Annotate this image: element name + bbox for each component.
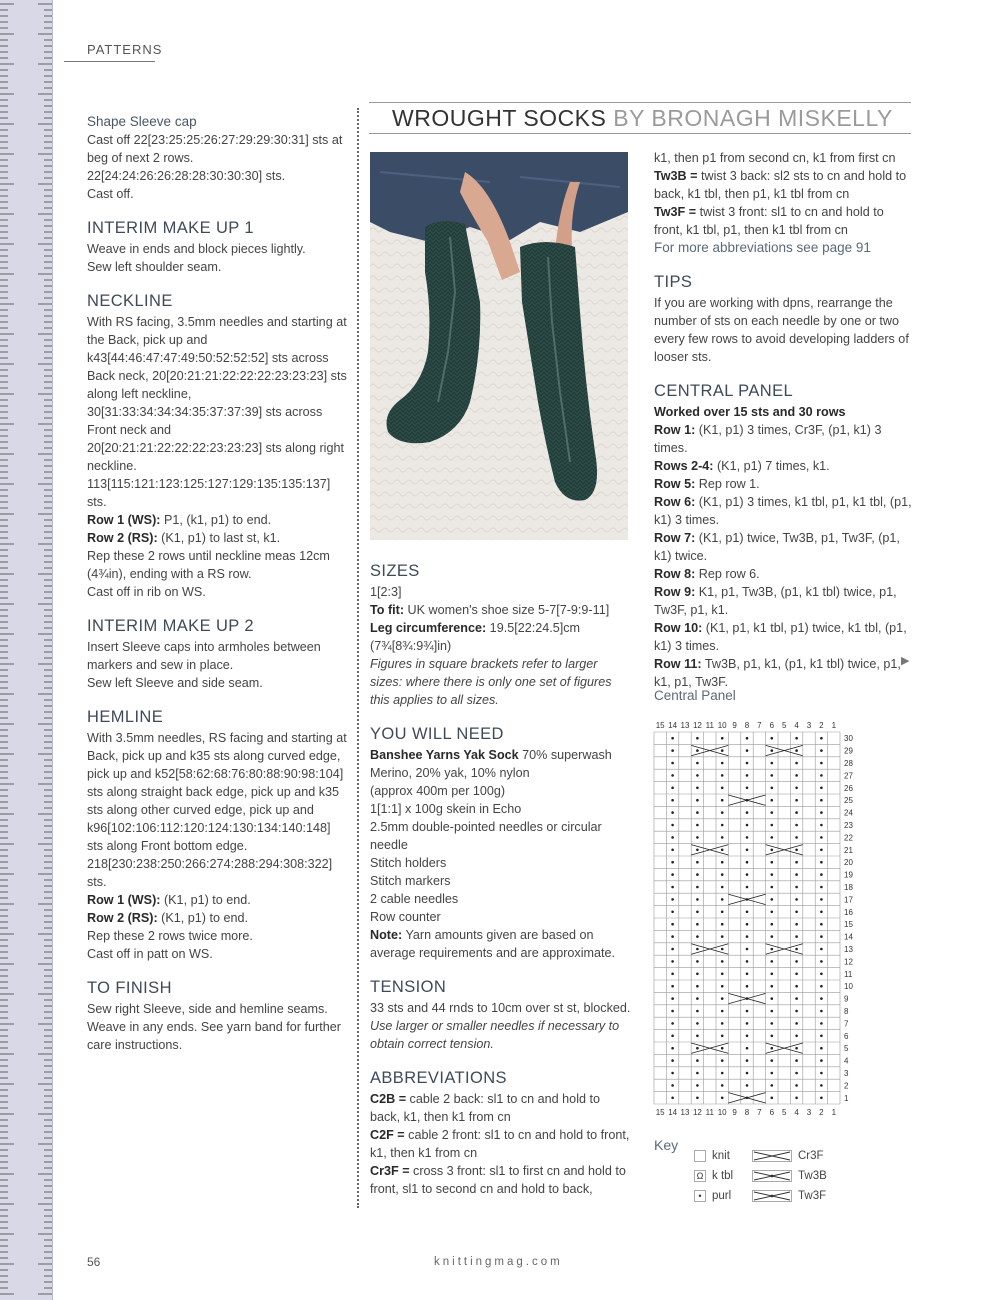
chart-grid	[652, 716, 862, 1120]
instruction-text: (K1, p1) twice, Tw3B, p1, Tw3F, (p1, k1) twice.	[654, 531, 900, 563]
page-reference: For more abbreviations see page 91	[654, 240, 871, 255]
instruction-label: Row 10:	[654, 621, 703, 635]
instruction-text: (K1, p1, k1 tbl, p1) twice, k1 tbl, (p1, k1) 3 times.	[654, 621, 907, 653]
instruction-label: Tw3B =	[654, 169, 698, 183]
body-text: If you are working with dpns, rearrange the number of sts on each needle by one or two every few rows to avoid developing ladders of looser sts.	[654, 296, 909, 364]
chart-column-label: 6	[769, 721, 775, 730]
instruction-label: Cr3F =	[370, 1164, 410, 1178]
instruction-line	[654, 493, 914, 529]
note-text: Figures in square brackets refer to larger sizes: where there is only one set of figures this applies to all sizes.	[370, 657, 612, 707]
sub-heading: Shape Sleeve cap	[87, 114, 197, 129]
chart-row-label: 4	[844, 1056, 849, 1066]
footer-url: knittingmag.com	[434, 1256, 563, 1268]
instruction-text: 70% superwash Merino, 20% yak, 10% nylon	[370, 748, 612, 780]
instruction-line	[370, 1162, 632, 1198]
body-text: Stitch markers	[370, 874, 451, 888]
chart-column-label: 3	[806, 1108, 812, 1117]
instruction-line	[370, 1126, 632, 1162]
chart-column-label: 6	[769, 1108, 775, 1117]
body-text: Cast off.	[87, 187, 134, 201]
body-text: 2 cable needles	[370, 892, 459, 906]
instruction-line	[654, 475, 914, 493]
instruction-line	[87, 529, 349, 547]
chart-column-label: 4	[794, 721, 799, 730]
body-text: Row counter	[370, 910, 441, 924]
chart-column-label: 11	[705, 721, 714, 730]
section-heading: TENSION	[370, 978, 447, 996]
key-title: Key	[654, 1137, 679, 1153]
chart-column-label: 5	[781, 1108, 787, 1117]
instruction-text: (K1, p1) to end.	[160, 893, 251, 907]
section-heading: NECKLINE	[87, 292, 173, 310]
chart-row-label: 2	[844, 1081, 849, 1091]
chart-row-label: 1	[844, 1093, 849, 1103]
chart-column-label: 12	[692, 1108, 702, 1117]
body-text: With RS facing, 3.5mm needles and starting at the Back, pick up and k43[44:46:47:47:49:50:52:52:52] sts across Back neck, 20[20:21:21:22:22:22:23:23:23] sts along left neckline, 30[31:33:34:34:34:35:37:37:39] sts across Front neck and 20[20:21:21:22:22:22:23:23:23] sts along right neckline.	[87, 315, 347, 473]
chart-column-label: 9	[732, 721, 737, 730]
title-rule-bottom	[369, 133, 911, 134]
body-text: Rep these 2 rows twice more.	[87, 929, 253, 943]
chart-row-label: 9	[844, 994, 849, 1004]
chart-column-label: 2	[819, 721, 824, 730]
purl-symbol-icon: •	[694, 1190, 706, 1202]
section-heading: TIPS	[654, 273, 693, 291]
chart-column-label: 15	[655, 721, 665, 730]
chart-row-label: 20	[844, 858, 853, 868]
instruction-line	[654, 655, 914, 691]
bold-text: Worked over 15 sts and 30 rows	[654, 405, 846, 419]
body-text: k1, then p1 from second cn, k1 from first cn	[654, 151, 896, 165]
chart-row-label: 7	[844, 1019, 849, 1029]
column-right-content	[654, 149, 914, 691]
chart-column-label: 10	[717, 1108, 727, 1117]
key-item-tw3f	[752, 1190, 826, 1202]
central-panel-chart	[652, 716, 862, 1120]
section-heading: ABBREVIATIONS	[370, 1069, 507, 1087]
chart-column-label: 8	[744, 721, 750, 730]
chart-row-label: 24	[844, 808, 853, 818]
chart-column-label: 4	[794, 1108, 799, 1117]
body-text: With 3.5mm needles, RS facing and starting at Back, pick up and k35 sts along curved edge, pick up and k52[58:62:68:76:80:88:90:98:104] sts along straight back edge, pick up and k35 sts along other curved edge, pick up and k96[102:106:112:120:124:130:134:140:148] sts along Front bottom edge.	[87, 731, 347, 853]
chart-column-label: 14	[668, 721, 678, 730]
instruction-line	[370, 746, 632, 782]
instruction-text: (K1, p1) 3 times, k1 tbl, p1, k1 tbl, (p1, k1) 3 times.	[654, 495, 912, 527]
ktbl-symbol-icon: Ω	[694, 1170, 706, 1182]
section-heading: SIZES	[370, 562, 420, 580]
instruction-line	[654, 529, 914, 565]
chart-row-label: 15	[844, 920, 853, 930]
section-heading: HEMLINE	[87, 708, 164, 726]
key-label: k tbl	[712, 1170, 734, 1182]
instruction-label: Rows 2-4:	[654, 459, 714, 473]
instruction-text: Tw3B, p1, k1, (p1, k1 tbl) twice, p1, k1, p1, Tw3F.	[654, 657, 901, 689]
body-text: Cast off in patt on WS.	[87, 947, 213, 961]
section-heading: YOU WILL NEED	[370, 725, 504, 743]
chart-row-label: 8	[844, 1007, 849, 1016]
key-label: knit	[712, 1150, 730, 1162]
section-underline	[64, 61, 155, 62]
pattern-title	[392, 104, 893, 132]
chart-row-label: 22	[844, 833, 853, 843]
body-text: Stitch holders	[370, 856, 447, 870]
body-text: Sew left shoulder seam.	[87, 260, 222, 274]
column-right	[654, 149, 914, 691]
instruction-line	[654, 457, 914, 475]
chart-row-label: 27	[844, 771, 853, 781]
body-text: 1[1:1] x 100g skein in Echo	[370, 802, 522, 816]
instruction-label: Row 1 (WS):	[87, 893, 161, 907]
chart-column-label: 5	[781, 721, 787, 730]
instruction-line	[87, 909, 349, 927]
chart-row-label: 12	[844, 957, 853, 967]
instruction-text: Yarn amounts given are based on average requirements and are approximate.	[370, 928, 616, 960]
key-label: Tw3F	[798, 1190, 827, 1202]
instruction-label: Banshee Yarns Yak Sock	[370, 748, 519, 762]
column-left-content	[87, 113, 349, 1054]
chart-row-label: 25	[844, 796, 853, 806]
page-ruler	[0, 0, 53, 1300]
key-label: Tw3B	[798, 1170, 827, 1182]
key-item-tw3b	[752, 1170, 827, 1182]
cr3f-symbol-icon	[752, 1150, 792, 1162]
body-text: 33 sts and 44 rnds to 10cm over st st, blocked.	[370, 1001, 631, 1015]
body-text: 2.5mm double-pointed needles or circular needle	[370, 820, 602, 852]
instruction-text: Rep row 1.	[695, 477, 760, 491]
instruction-line	[654, 203, 914, 239]
instruction-label: Tw3F =	[654, 205, 697, 219]
body-text: Insert Sleeve caps into armholes between markers and sew in place.	[87, 640, 321, 672]
body-text: Cast off 22[23:25:25:26:27:29:29:30:31] sts at beg of next 2 rows.	[87, 133, 343, 165]
tw3f-symbol-icon	[752, 1190, 792, 1202]
chart-row-label: 10	[844, 982, 853, 992]
chart-column-label: 14	[668, 1108, 678, 1117]
instruction-line	[87, 891, 349, 909]
chart-column-label: 2	[819, 1108, 824, 1117]
chart-row-label: 19	[844, 870, 853, 880]
instruction-label: C2B =	[370, 1092, 407, 1106]
instruction-line	[87, 511, 349, 529]
chart-column-label: 12	[692, 721, 702, 730]
chart-row-label: 14	[844, 932, 853, 942]
sock-photo	[370, 152, 628, 540]
instruction-text: cable 2 front: sl1 to cn and hold to front, k1, then k1 from cn	[370, 1128, 630, 1160]
chart-row-label: 5	[844, 1044, 849, 1054]
instruction-label: Row 1:	[654, 423, 696, 437]
instruction-text: P1, (k1, p1) to end.	[160, 513, 272, 527]
photo-illustration	[370, 152, 628, 540]
chart-column-label: 7	[757, 1108, 762, 1117]
section-heading: CENTRAL PANEL	[654, 382, 794, 400]
chart-row-label: 11	[844, 969, 853, 979]
title-rule-top	[369, 102, 911, 103]
continue-arrow-icon: ▶	[901, 655, 910, 667]
chart-row-label: 23	[844, 821, 853, 830]
key-item-ktbl	[694, 1170, 733, 1182]
instruction-text: (K1, p1) 3 times, Cr3F, (p1, k1) 3 times.	[654, 423, 882, 455]
section-label: PATTERNS	[87, 42, 163, 57]
chart-row-label: 29	[844, 746, 853, 756]
chart-column-label: 10	[717, 721, 727, 730]
section-heading: INTERIM MAKE UP 1	[87, 219, 254, 237]
chart-row-label: 28	[844, 759, 853, 768]
chart-key	[694, 1148, 854, 1208]
instruction-line	[370, 619, 632, 655]
instruction-text: twist 3 front: sl1 to cn and hold to front, k1 tbl, p1, then k1 tbl from cn	[654, 205, 884, 237]
key-item-cr3f	[752, 1150, 824, 1162]
instruction-label: Row 1 (WS):	[87, 513, 161, 527]
body-text: (approx 400m per 100g)	[370, 784, 506, 798]
pattern-name: WROUGHT SOCKS	[392, 105, 607, 131]
section-heading: TO FINISH	[87, 979, 172, 997]
column-divider	[357, 108, 359, 1208]
instruction-label: To fit:	[370, 603, 405, 617]
column-middle-content	[370, 560, 632, 1198]
instruction-label: Row 9:	[654, 585, 696, 599]
instruction-line	[654, 583, 914, 619]
instruction-label: C2F =	[370, 1128, 405, 1142]
body-text: Sew left Sleeve and side seam.	[87, 676, 263, 690]
key-item-knit	[694, 1150, 730, 1162]
chart-row-label: 30	[844, 734, 853, 744]
instruction-label: Row 2 (RS):	[87, 911, 158, 925]
key-label: Cr3F	[798, 1150, 824, 1162]
chart-column-label: 1	[831, 721, 837, 730]
instruction-line	[654, 619, 914, 655]
chart-row-label: 16	[844, 907, 853, 917]
page-number: 56	[87, 1255, 101, 1269]
chart-column-label: 7	[757, 721, 762, 730]
instruction-text: K1, p1, Tw3B, (p1, k1 tbl) twice, p1, Tw3F, p1, k1.	[654, 585, 897, 617]
instruction-text: cross 3 front: sl1 to first cn and hold to front, sl1 to second cn and hold to back,	[370, 1164, 626, 1196]
chart-row-label: 21	[844, 845, 853, 855]
instruction-line	[370, 601, 632, 619]
knit-symbol-icon	[694, 1150, 706, 1162]
chart-row-label: 3	[844, 1069, 849, 1078]
chart-title: Central Panel	[654, 688, 736, 703]
instruction-line	[654, 167, 914, 203]
body-text: 218[230:238:250:266:274:288:294:308:322] sts.	[87, 857, 333, 889]
key-label: purl	[712, 1190, 732, 1202]
note-text: Use larger or smaller needles if necessary to obtain correct tension.	[370, 1019, 620, 1051]
instruction-label: Row 6:	[654, 495, 696, 509]
ruler-ticks	[0, 0, 52, 1300]
instruction-label: Row 7:	[654, 531, 696, 545]
chart-column-label: 11	[705, 1108, 714, 1117]
instruction-label: Row 8:	[654, 567, 696, 581]
chart-column-label: 15	[655, 1108, 665, 1117]
body-text: 113[115:121:123:125:127:129:135:135:137] sts.	[87, 477, 331, 509]
body-text: Cast off in rib on WS.	[87, 585, 206, 599]
instruction-label: Row 11:	[654, 657, 702, 671]
instruction-line	[370, 1090, 632, 1126]
column-middle	[370, 560, 632, 1198]
chart-column-label: 9	[732, 1108, 737, 1117]
section-heading: INTERIM MAKE UP 2	[87, 617, 254, 635]
column-left	[87, 113, 349, 1054]
body-text: Rep these 2 rows until neckline meas 12cm (4¾in), ending with a RS row.	[87, 549, 330, 581]
instruction-text: twist 3 back: sl2 sts to cn and hold to back, k1 tbl, then p1, k1 tbl from cn	[654, 169, 907, 201]
chart-row-label: 6	[844, 1031, 849, 1041]
instruction-label: Row 2 (RS):	[87, 531, 158, 545]
chart-row-label: 18	[844, 883, 853, 892]
chart-row-label: 26	[844, 783, 853, 793]
key-item-purl	[694, 1190, 731, 1202]
instruction-label: Leg circumference:	[370, 621, 487, 635]
body-text: 1[2:3]	[370, 585, 402, 599]
instruction-line	[370, 926, 632, 962]
instruction-line	[654, 565, 914, 583]
body-text: Sew right Sleeve, side and hemline seams. Weave in any ends. See yarn band for further care instructions.	[87, 1002, 341, 1052]
instruction-text: cable 2 back: sl1 to cn and hold to back, k1, then k1 from cn	[370, 1092, 600, 1124]
instruction-text: Rep row 6.	[695, 567, 760, 581]
chart-row-label: 13	[844, 945, 853, 954]
body-text: Weave in ends and block pieces lightly.	[87, 242, 306, 256]
instruction-text: UK women's shoe size 5-7[7-9:9-11]	[404, 603, 610, 617]
instruction-line	[654, 421, 914, 457]
instruction-text: (K1, p1) to end.	[157, 911, 248, 925]
chart-column-label: 1	[831, 1108, 837, 1117]
chart-column-label: 13	[680, 721, 690, 730]
chart-row-label: 17	[844, 895, 853, 905]
instruction-text: (K1, p1) 7 times, k1.	[713, 459, 830, 473]
chart-column-label: 3	[806, 721, 812, 730]
body-text: 22[24:24:26:26:28:28:30:30:30] sts.	[87, 169, 286, 183]
instruction-label: Row 5:	[654, 477, 696, 491]
instruction-label: Note:	[370, 928, 403, 942]
instruction-text: (K1, p1) to last st, k1.	[157, 531, 281, 545]
chart-column-label: 13	[680, 1108, 690, 1117]
tw3b-symbol-icon	[752, 1170, 792, 1182]
pattern-designer: BY BRONAGH MISKELLY	[613, 105, 893, 131]
instruction-text: 19.5[22:24.5]cm (7¾[8¾:9¾]in)	[370, 621, 581, 653]
chart-column-label: 8	[744, 1108, 750, 1117]
